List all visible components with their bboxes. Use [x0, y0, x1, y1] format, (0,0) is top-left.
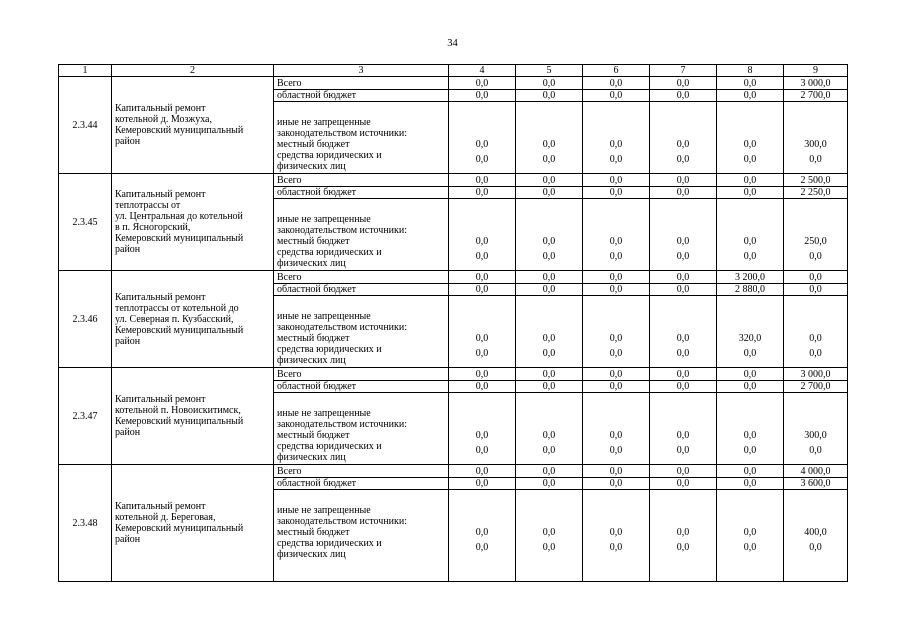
- value-cell: 0,0: [650, 344, 717, 368]
- column-header: 7: [650, 65, 717, 77]
- value-cell: 0,0: [583, 344, 650, 368]
- table-row: [59, 174, 848, 187]
- value-cell: 0,0: [717, 441, 784, 465]
- measure-name: [112, 77, 274, 174]
- value-cell: 0,0: [449, 271, 516, 284]
- funding-source: [274, 77, 449, 90]
- value-cell: 0,0: [650, 187, 717, 199]
- value-cell: 0,0: [516, 174, 583, 187]
- value-cell: 0,0: [449, 150, 516, 174]
- value-cell: 2 700,0: [784, 381, 848, 393]
- label-other-1: иные не запрещенные: [277, 213, 371, 225]
- measure-name-line: в п. Ясногорский,: [115, 222, 191, 233]
- label-local: местный бюджет: [277, 332, 350, 344]
- value-cell: 0,0: [516, 296, 583, 344]
- value-cell: 3 000,0: [784, 368, 848, 381]
- measure-name-line: район: [115, 244, 141, 255]
- funding-source: [274, 90, 449, 102]
- funding-source: [274, 174, 449, 187]
- label-legal-1: средства юридических и: [277, 343, 382, 355]
- value-cell: 0,0: [583, 77, 650, 90]
- label-legal-1: средства юридических и: [277, 149, 382, 161]
- value-cell: 0,0: [717, 174, 784, 187]
- row-number: 2.3.48: [59, 465, 112, 582]
- value-cell: 0,0: [650, 381, 717, 393]
- value-cell: 2 700,0: [784, 90, 848, 102]
- measure-name-line: теплотрассы от котельной до: [115, 302, 239, 314]
- value-cell: 0,0: [650, 77, 717, 90]
- measure-name-line: Кемеровский муниципальный: [115, 416, 244, 427]
- column-header: 1: [59, 65, 112, 77]
- value-cell: 0,0: [650, 393, 717, 441]
- label-other-2: законодательством источники:: [277, 321, 408, 333]
- value-cell: 0,0: [650, 90, 717, 102]
- value-cell: 0,0: [583, 368, 650, 381]
- measure-name: [112, 271, 274, 368]
- table-row: [59, 271, 848, 284]
- value-cell: 0,0: [516, 344, 583, 368]
- value-cell: 0,0: [516, 538, 583, 582]
- label-other-1: иные не запрещенные: [277, 310, 371, 322]
- value-cell: 0,0: [650, 296, 717, 344]
- value-cell: 0,0: [516, 284, 583, 296]
- value-cell: 2 500,0: [784, 174, 848, 187]
- label-regional: областной бюджет: [277, 187, 357, 198]
- label-regional: областной бюджет: [277, 284, 357, 295]
- value-cell: 2 250,0: [784, 187, 848, 199]
- value-cell: 0,0: [717, 538, 784, 582]
- value-cell: 0,0: [784, 271, 848, 284]
- label-regional: областной бюджет: [277, 381, 357, 392]
- label-legal-2: физических лиц: [277, 354, 346, 366]
- value-cell: 0,0: [650, 478, 717, 490]
- value-cell: 0,0: [784, 247, 848, 271]
- value-cell: 0,0: [449, 538, 516, 582]
- value-cell: 0,0: [650, 490, 717, 538]
- column-header: 9: [784, 65, 848, 77]
- value-cell: 0,0: [449, 102, 516, 150]
- value-cell: 0,0: [516, 77, 583, 90]
- measure-name-line: котельной п. Новоискитимск,: [115, 405, 241, 416]
- value-cell: 0,0: [449, 247, 516, 271]
- value-cell: 0,0: [516, 247, 583, 271]
- value-cell: 0,0: [449, 199, 516, 247]
- funding-source: [274, 490, 449, 538]
- label-other-2: законодательством источники:: [277, 515, 408, 527]
- value-cell: 0,0: [449, 381, 516, 393]
- label-other-1: иные не запрещенные: [277, 407, 371, 419]
- label-legal-1: средства юридических и: [277, 537, 382, 549]
- column-header: 6: [583, 65, 650, 77]
- measure-name-line: Кемеровский муниципальный: [115, 233, 244, 244]
- funding-source: [274, 381, 449, 393]
- value-cell: 0,0: [583, 150, 650, 174]
- value-cell: 0,0: [516, 490, 583, 538]
- value-cell: 0,0: [650, 247, 717, 271]
- value-cell: 0,0: [717, 478, 784, 490]
- funding-source: [274, 296, 449, 344]
- value-cell: 0,0: [516, 441, 583, 465]
- value-cell: 0,0: [583, 478, 650, 490]
- label-legal-1: средства юридических и: [277, 440, 382, 452]
- value-cell: 0,0: [583, 187, 650, 199]
- funding-source: [274, 368, 449, 381]
- funding-table: [58, 64, 848, 582]
- value-cell: 0,0: [583, 381, 650, 393]
- value-cell: 0,0: [449, 478, 516, 490]
- label-total: Всего: [277, 271, 302, 283]
- value-cell: 0,0: [650, 271, 717, 284]
- value-cell: 0,0: [516, 393, 583, 441]
- measure-name-line: ул. Северная п. Кузбасский,: [115, 313, 234, 325]
- value-cell: 0,0: [516, 187, 583, 199]
- funding-source: [274, 102, 449, 150]
- value-cell: 300,0: [784, 393, 848, 441]
- row-number: 2.3.45: [59, 174, 112, 271]
- column-header: 4: [449, 65, 516, 77]
- value-cell: 0,0: [717, 368, 784, 381]
- header-row: [59, 65, 848, 77]
- value-cell: 0,0: [516, 90, 583, 102]
- column-header: 8: [717, 65, 784, 77]
- value-cell: 0,0: [717, 77, 784, 90]
- column-header: 5: [516, 65, 583, 77]
- label-total: Всего: [277, 465, 302, 477]
- value-cell: 0,0: [717, 247, 784, 271]
- row-number: 2.3.47: [59, 368, 112, 465]
- column-header: 2: [112, 65, 274, 77]
- label-other-2: законодательством источники:: [277, 418, 408, 430]
- value-cell: 0,0: [717, 381, 784, 393]
- value-cell: 0,0: [583, 102, 650, 150]
- measure-name: [112, 174, 274, 271]
- value-cell: 320,0: [717, 296, 784, 344]
- value-cell: 0,0: [717, 490, 784, 538]
- value-cell: 0,0: [583, 393, 650, 441]
- label-local: местный бюджет: [277, 138, 350, 150]
- value-cell: 0,0: [449, 174, 516, 187]
- label-legal-2: физических лиц: [277, 548, 346, 560]
- value-cell: 0,0: [717, 90, 784, 102]
- value-cell: 0,0: [516, 478, 583, 490]
- value-cell: 0,0: [650, 199, 717, 247]
- funding-source: [274, 284, 449, 296]
- measure-name-line: Капитальный ремонт: [115, 501, 206, 512]
- label-legal-2: физических лиц: [277, 160, 346, 172]
- label-legal-2: физических лиц: [277, 257, 346, 269]
- measure-name-line: Кемеровский муниципальный: [115, 324, 244, 336]
- value-cell: 0,0: [449, 441, 516, 465]
- value-cell: 0,0: [516, 271, 583, 284]
- value-cell: 300,0: [784, 102, 848, 150]
- value-cell: 0,0: [784, 441, 848, 465]
- label-total: Всего: [277, 368, 302, 380]
- value-cell: 0,0: [717, 187, 784, 199]
- row-number: 2.3.46: [59, 271, 112, 368]
- funding-source: [274, 441, 449, 465]
- value-cell: 0,0: [449, 490, 516, 538]
- funding-source: [274, 199, 449, 247]
- label-other-2: законодательством источники:: [277, 224, 408, 236]
- value-cell: 0,0: [449, 90, 516, 102]
- funding-source: [274, 271, 449, 284]
- value-cell: 0,0: [784, 344, 848, 368]
- measure-name-line: котельной д. Береговая,: [115, 512, 216, 523]
- measure-name-line: район: [115, 427, 141, 438]
- measure-name-line: Кемеровский муниципальный: [115, 125, 244, 136]
- funding-source: [274, 538, 449, 582]
- value-cell: 0,0: [650, 284, 717, 296]
- value-cell: 0,0: [650, 368, 717, 381]
- label-legal-2: физических лиц: [277, 451, 346, 463]
- value-cell: 0,0: [583, 441, 650, 465]
- measure-name: [112, 465, 274, 582]
- value-cell: 0,0: [583, 538, 650, 582]
- value-cell: 400,0: [784, 490, 848, 538]
- measure-name-line: ул. Центральная до котельной: [115, 211, 243, 222]
- value-cell: 0,0: [784, 150, 848, 174]
- value-cell: 3 600,0: [784, 478, 848, 490]
- value-cell: 0,0: [516, 150, 583, 174]
- measure-name: [112, 368, 274, 465]
- value-cell: 0,0: [449, 465, 516, 478]
- label-regional: областной бюджет: [277, 478, 357, 489]
- value-cell: 0,0: [449, 393, 516, 441]
- page-number: 34: [447, 38, 458, 49]
- value-cell: 0,0: [784, 296, 848, 344]
- value-cell: 0,0: [784, 284, 848, 296]
- funding-source: [274, 344, 449, 368]
- value-cell: 0,0: [650, 150, 717, 174]
- funding-source: [274, 465, 449, 478]
- funding-source: [274, 187, 449, 199]
- value-cell: 0,0: [516, 102, 583, 150]
- label-regional: областной бюджет: [277, 90, 357, 101]
- value-cell: 0,0: [516, 381, 583, 393]
- value-cell: 0,0: [717, 465, 784, 478]
- value-cell: 0,0: [449, 284, 516, 296]
- value-cell: 0,0: [516, 465, 583, 478]
- label-local: местный бюджет: [277, 235, 350, 247]
- table-row: [59, 368, 848, 381]
- row-number: 2.3.44: [59, 77, 112, 174]
- value-cell: 0,0: [583, 490, 650, 538]
- table-row: [59, 77, 848, 90]
- funding-source: [274, 478, 449, 490]
- label-other-1: иные не запрещенные: [277, 116, 371, 128]
- value-cell: 0,0: [583, 296, 650, 344]
- value-cell: 0,0: [717, 393, 784, 441]
- measure-name-line: Кемеровский муниципальный: [115, 523, 244, 534]
- label-total: Всего: [277, 77, 302, 89]
- table-body: [59, 65, 848, 582]
- value-cell: 0,0: [583, 284, 650, 296]
- value-cell: 0,0: [650, 441, 717, 465]
- value-cell: 0,0: [516, 368, 583, 381]
- measure-name-line: Капитальный ремонт: [115, 394, 206, 405]
- value-cell: 0,0: [583, 199, 650, 247]
- value-cell: 0,0: [449, 77, 516, 90]
- label-other-2: законодательством источники:: [277, 127, 408, 139]
- value-cell: 0,0: [449, 296, 516, 344]
- measure-name-line: котельной д. Мозжуха,: [115, 114, 212, 125]
- value-cell: 0,0: [650, 538, 717, 582]
- label-other-1: иные не запрещенные: [277, 504, 371, 516]
- label-legal-1: средства юридических и: [277, 246, 382, 258]
- value-cell: 3 200,0: [717, 271, 784, 284]
- value-cell: 0,0: [717, 344, 784, 368]
- value-cell: 0,0: [449, 187, 516, 199]
- measure-name-line: Капитальный ремонт: [115, 291, 206, 303]
- value-cell: 2 880,0: [717, 284, 784, 296]
- value-cell: 0,0: [717, 199, 784, 247]
- value-cell: 3 000,0: [784, 77, 848, 90]
- value-cell: 0,0: [583, 465, 650, 478]
- value-cell: 0,0: [650, 174, 717, 187]
- measure-name-line: теплотрассы от: [115, 200, 181, 211]
- funding-source: [274, 150, 449, 174]
- measure-name-line: район: [115, 136, 141, 147]
- value-cell: 0,0: [650, 102, 717, 150]
- measure-name-line: Капитальный ремонт: [115, 189, 206, 200]
- value-cell: 0,0: [583, 271, 650, 284]
- funding-source: [274, 393, 449, 441]
- value-cell: 250,0: [784, 199, 848, 247]
- value-cell: 0,0: [583, 90, 650, 102]
- value-cell: 0,0: [650, 465, 717, 478]
- value-cell: 0,0: [784, 538, 848, 582]
- value-cell: 0,0: [583, 174, 650, 187]
- measure-name-line: Капитальный ремонт: [115, 103, 206, 114]
- funding-source: [274, 247, 449, 271]
- label-local: местный бюджет: [277, 526, 350, 538]
- measure-name-line: район: [115, 335, 141, 347]
- value-cell: 0,0: [583, 247, 650, 271]
- measure-name-line: район: [115, 534, 141, 545]
- value-cell: 0,0: [516, 199, 583, 247]
- value-cell: 0,0: [717, 150, 784, 174]
- column-header: 3: [274, 65, 449, 77]
- value-cell: 0,0: [449, 344, 516, 368]
- value-cell: 0,0: [449, 368, 516, 381]
- label-total: Всего: [277, 174, 302, 186]
- table-row: [59, 465, 848, 478]
- value-cell: 0,0: [717, 102, 784, 150]
- value-cell: 4 000,0: [784, 465, 848, 478]
- label-local: местный бюджет: [277, 429, 350, 441]
